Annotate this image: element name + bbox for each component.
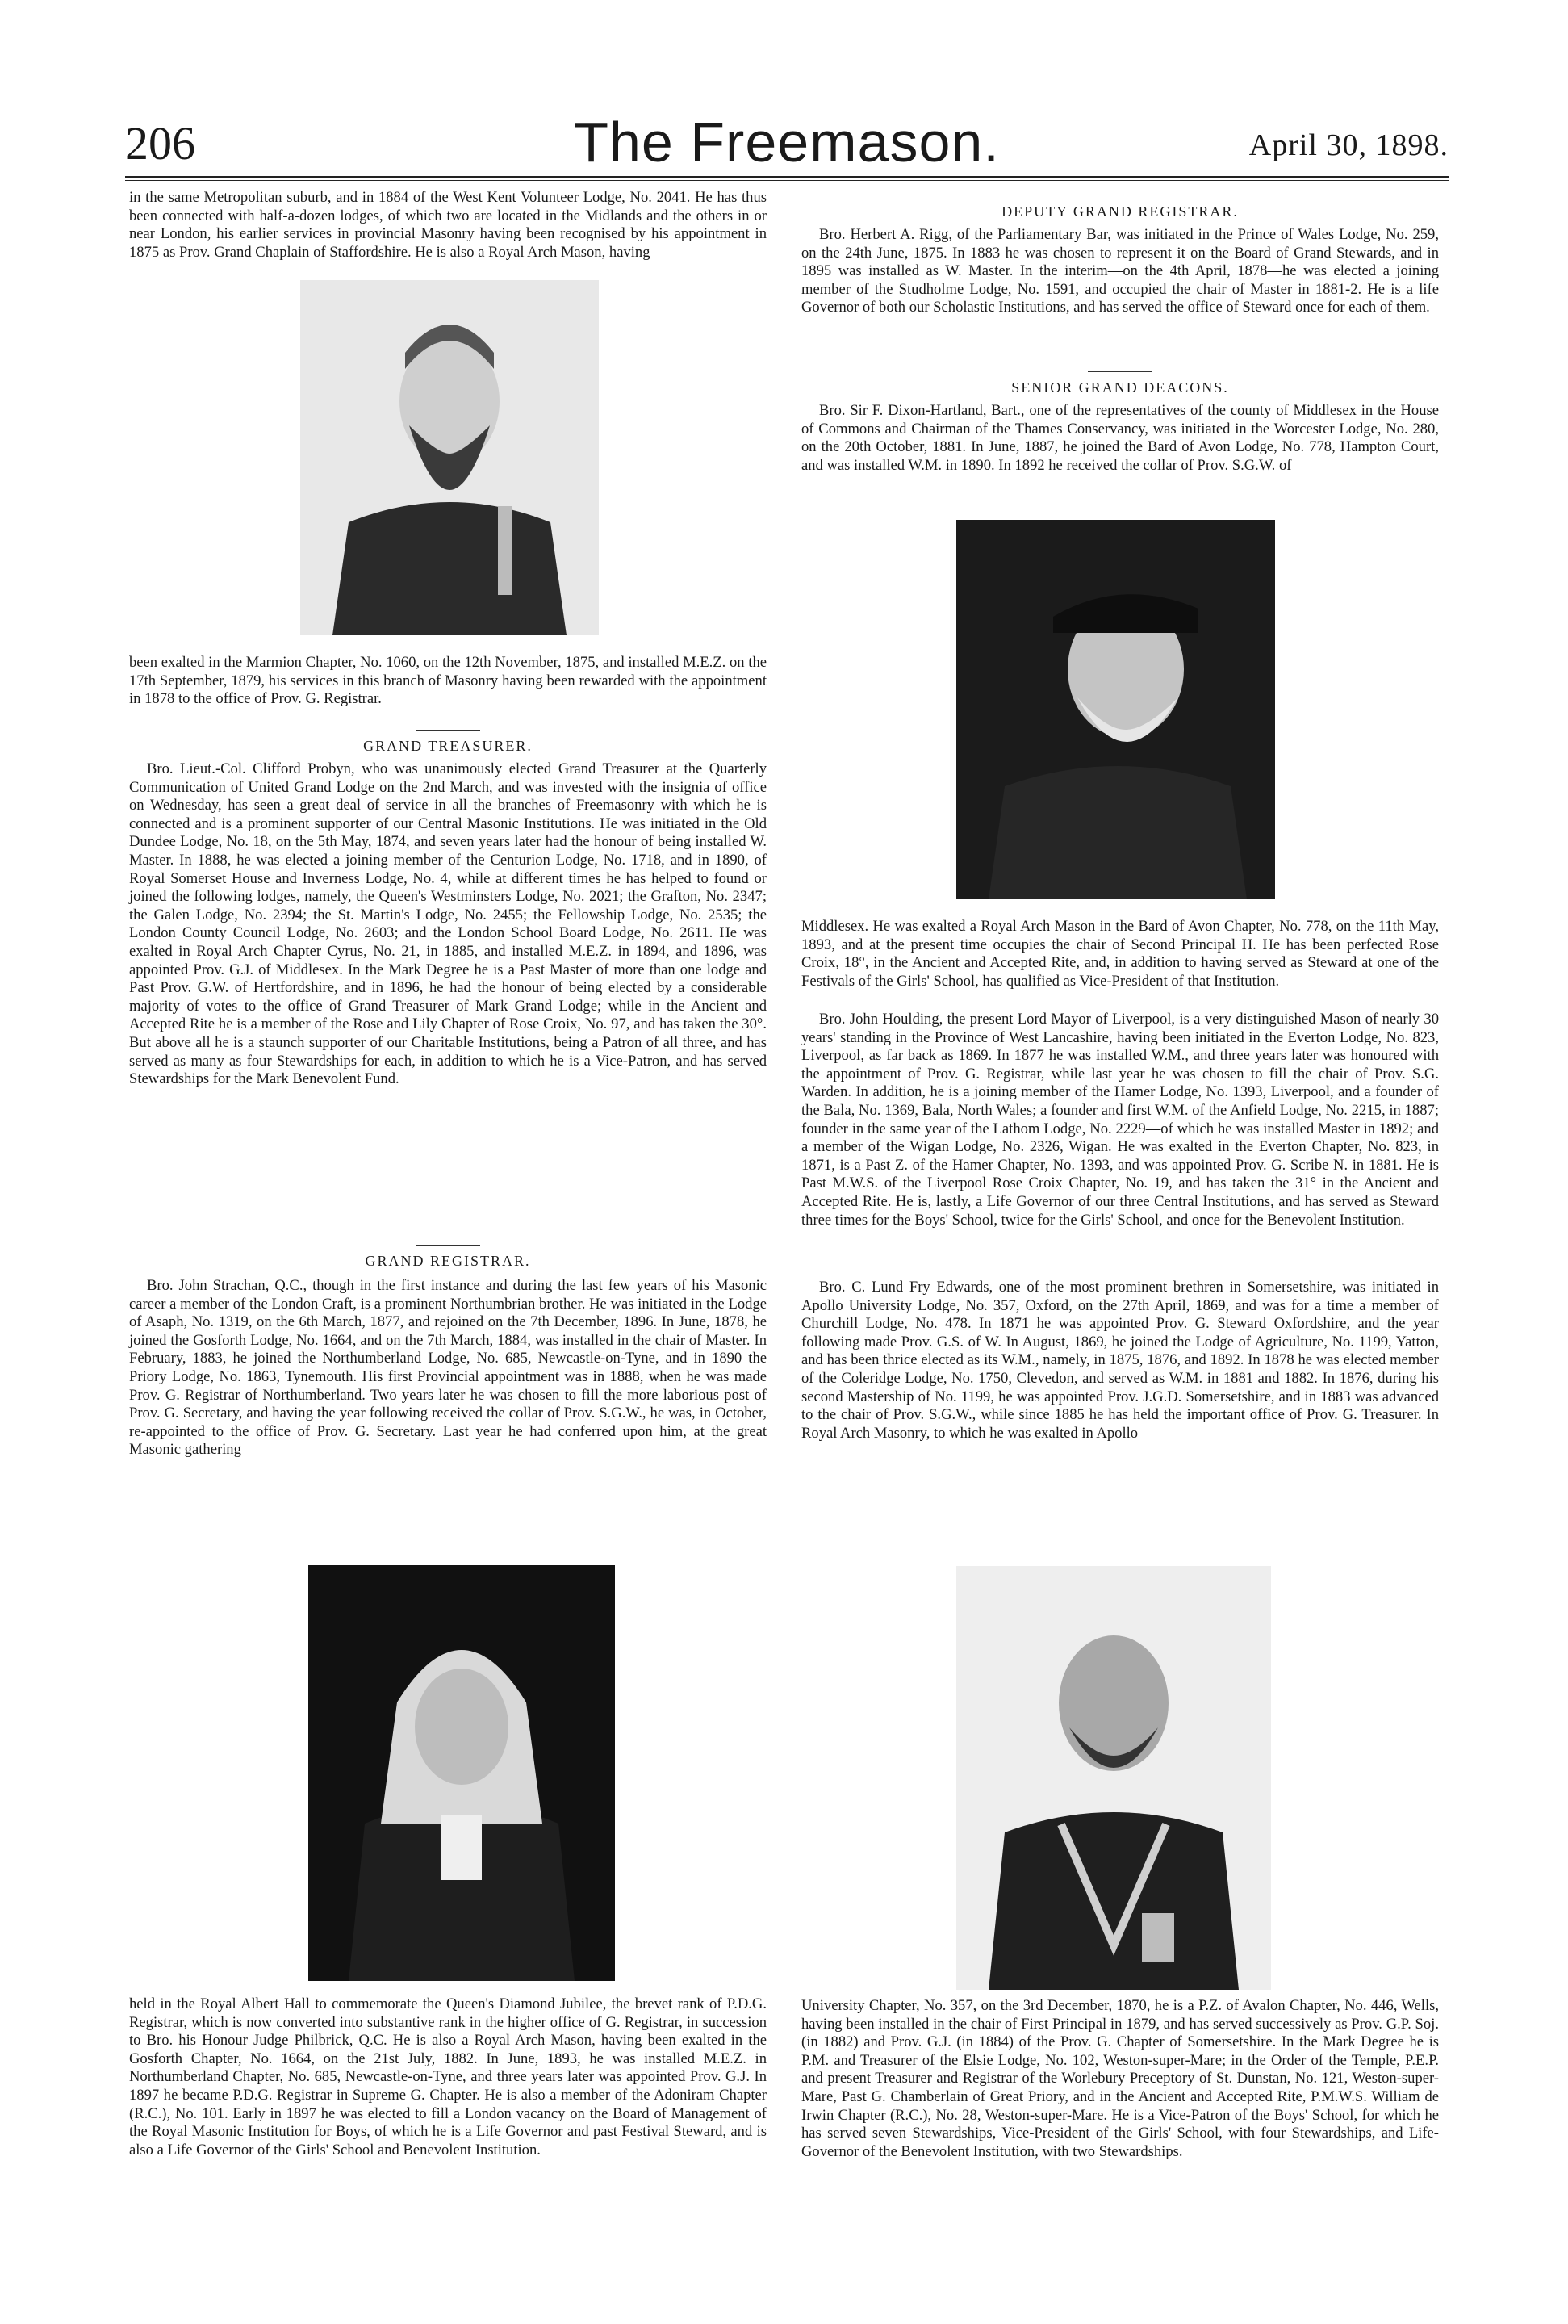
portrait-photo bbox=[956, 1566, 1271, 1990]
masthead-rule bbox=[125, 176, 1449, 181]
newspaper-title: The Freemason. bbox=[574, 111, 1000, 174]
houlding-text: Bro. John Houlding, the present Lord Mayor of Liverpool, is a very distinguished Mason of nearly 30 years' standing in the Province of West Lancashire, having been initiated in the Everton Lodge, No. 823, Liverpool, as far back as 1869. In 1877 he was installed W.M., and three years later was honoured with the appointment of Prov. G. Registrar, while last year he was chosen to fill the chair of Prov. S.G. Warden. In addition, he is a joining member of the Hamer Lodge, No. 1393, Liverpool, and a founder of the Bala, No. 1369, Bala, North Wales; a founder and first W.M. of the Anfield Lodge, No. 2215, in 1887; founder in the same year of the Lathom Lodge, No. 2229—of which he was installed Master in 1892; and a member of the Wigan Lodge, No. 2326, Wigan. He was exalted in the Everton Chapter, No. 823, in 1871, is a Past Z. of the Hamer Chapter, No. 1393, and was appointed Prov. G. Scribe N. in 1881. He is Past M.W.S. of the Liverpool Rose Croix Chapter, No. 19, and has taken the 31° in the Ancient and Accepted Rite. He is, lastly, a Life Governor of our three Central Institutions, and has served as Steward three times for the Boys' School, twice for the Girls' School, and once for the Benevolent Institution. bbox=[801, 1011, 1439, 1229]
marmion-paragraph: been exalted in the Marmion Chapter, No. 1060, on the 12th November, 1875, and installed M.E.Z. on the 17th September, 1879, his services in this branch of Masonry having been rewarded with the appointment in 1878 to the office of Prov. G. Registrar. bbox=[129, 654, 767, 708]
senior-grand-deacons-text: Bro. Sir F. Dixon-Hartland, Bart., one of the representatives of the county of Middlesex in the House of Commons and Chairman of the Thames Conservancy, was initiated in the Worcester Lodge, No. 280, on the 20th October, 1881. In June, 1887, he joined the Bard of Avon Lodge, No. 778, Hampton Court, and was installed W.M. in 1890. In 1892 he received the collar of Prov. S.G.W. of bbox=[801, 402, 1439, 474]
senior-grand-deacons-heading: SENIOR GRAND DEACONS. bbox=[1011, 379, 1229, 396]
portrait-photo bbox=[308, 1565, 615, 1981]
dixon-hartland-continued-text: Middlesex. He was exalted a Royal Arch Mason in the Bard of Avon Chapter, No. 778, on the 11th May, 1893, and at the present time occupies the chair of Second Principal H. He has been perfected Rose Croix, 18°, in the Ancient and Accepted Rite, and, in addition to having served as Steward at one of the Festivals of the Girls' School, has qualified as Vice-President of that Institution. bbox=[801, 918, 1439, 990]
edwards-continued-text: University Chapter, No. 357, on the 3rd December, 1870, he is a P.Z. of Avalon Chapter, No. 446, Wells, having been installed in the chair of First Principal in 1879, and has served successively as Prov. G.P. Soj. (in 1882) and Prov. G.J. (in 1884) of the Prov. G. Chapter of Somersetshire. In the Mark Degree he is P.M. and Treasurer of the Elsie Lodge, No. 102, Weston-super-Mare; in the Order of the Temple, P.E.P. and present Treasurer and Registrar of the Worlebury Preceptory of St. Dunstan, No. 121, Weston-super-Mare, Past G. Chamberlain of Great Priory, and in the Ancient and Accepted Rite, P.M.W.S. William de Irwin Chapter (R.C.), No. 28, Weston-super-Mare. He is a Vice-Patron of the Boys' School, for which he has served seven Stewardships, Vice-President of the Girls' School, with four Stewardships, and Life-Governor of the Benevolent Institution, with two Stewardships. bbox=[801, 1997, 1439, 2160]
edwards-text: Bro. C. Lund Fry Edwards, one of the most prominent brethren in Somersetshire, was initiated in Apollo University Lodge, No. 357, Oxford, on the 27th April, 1869, and was for a time a member of Churchill Lodge, No. 478. In 1871 he was appointed Prov. G. Steward Oxfordshire, and the year following made Prov. G.S. of W. In August, 1869, he joined the Lodge of Agriculture, No. 1199, Yatton, and has been thrice elected as its W.M., namely, in 1875, 1876, and 1892. In 1878 he was elected member of the Coleridge Lodge, No. 1750, Clevedon, and served as W.M. in 1881 and 1882. In 1876, during his second Mastership of No. 1199, he was appointed Prov. J.G.D. Somersetshire, and in 1883 was advanced to the chair of Prov. S.G.W., while since 1885 he has held the important office of Prov. G. Treasurer. In Royal Arch Masonry, to which he was exalted in Apollo bbox=[801, 1279, 1439, 1442]
man-with-regalia-portrait-illustration bbox=[956, 1566, 1271, 1990]
man-in-cap-portrait-illustration bbox=[956, 520, 1275, 899]
deputy-grand-registrar-text: Bro. Herbert A. Rigg, of the Parliamentary Bar, was initiated in the Prince of Wales Lodge, No. 259, on the 24th June, 1875. In 1883 he was chosen to represent it on the Board of Grand Stewards, and in 1895 was installed as W. Master. In the interim—on the 4th April, 1878—he was elected a joining member of the Studholme Lodge, No. 1591, and occupied the chair of Master in 1881-2. He is a life Governor of both our Scholastic Institutions, and has served the office of Steward once for each of them. bbox=[801, 226, 1439, 316]
intro-paragraph: in the same Metropolitan suburb, and in 1884 of the West Kent Volunteer Lodge, No. 2041. He has thus been connected with half-a-dozen lodges, of which two are located in the Midlands and the others in or near London, his earlier services in provincial Masonry having been recognised by his appointment in 1875 as Prov. Grand Chaplain of Staffordshire. He is also a Royal Arch Mason, having bbox=[129, 189, 767, 261]
section-divider bbox=[1088, 371, 1152, 372]
portrait-photo bbox=[300, 280, 599, 635]
issue-date: April 30, 1898. bbox=[1248, 128, 1449, 162]
grand-treasurer-heading: GRAND TREASURER. bbox=[363, 738, 533, 754]
bearded-man-portrait-illustration bbox=[300, 280, 599, 635]
portrait-photo bbox=[956, 520, 1275, 899]
deputy-grand-registrar-heading: DEPUTY GRAND REGISTRAR. bbox=[1001, 203, 1239, 220]
page-number: 206 bbox=[125, 117, 195, 170]
judge-in-wig-portrait-illustration bbox=[308, 1565, 615, 1981]
grand-treasurer-text: Bro. Lieut.-Col. Clifford Probyn, who was unanimously elected Grand Treasurer at the Quarterly Communication of United Grand Lodge on the 2nd March, and was invested with the insignia of office on Wednesday, has seen a great deal of service in all the branches of Freemasonry with which he is connected and is a prominent supporter of our Central Masonic Institutions. He was initiated in the Old Dundee Lodge, No. 18, on the 5th May, 1874, and seven years later had the honour of being installed W. Master. In 1888, he was elected a joining member of the Centurion Lodge, No. 1718, and in 1890, of Royal Somerset House and Inverness Lodge, No. 4, while at different times he has helped to found or joined the following lodges, namely, the Queen's Westminsters Lodge, No. 2021; the Grafton, No. 2347; the Galen Lodge, No. 2394; the St. Martin's Lodge, No. 2455; the Fellowship Lodge, No. 2535; the London County Council Lodge, No. 2603; and the London School Board Lodge, No. 2611. He was exalted in Royal Arch Chapter Cyrus, No. 21, in 1885, and installed M.E.Z. in 1894, and 1896, was appointed Prov. G.J. of Middlesex. In the Mark Degree he is a Past Master of more than one lodge and Past Prov. G.W. of Hertfordshire, and in 1896, he had the honour of being elected by a considerable majority of votes to the office of Grand Treasurer of Mark Grand Lodge; while in the Ancient and Accepted Rite he is a member of the Rose and Lily Chapter of Rose Croix, No. 97, and has taken the 30°. But above all he is a staunch supporter of our Charitable Institutions, being a Patron of all three, and has served as many as four Stewardships for each, in addition to which he is a Vice-Patron, and has served Stewardships for the Mark Benevolent Fund. bbox=[129, 760, 767, 1088]
section-divider bbox=[416, 730, 480, 731]
grand-registrar-heading: GRAND REGISTRAR. bbox=[365, 1253, 531, 1269]
registrar-continued-text: held in the Royal Albert Hall to commemorate the Queen's Diamond Jubilee, the brevet rank of P.D.G. Registrar, which is now converted into substantive rank in the higher office of G. Registrar, in succession to Bro. his Honour Judge Philbrick, Q.C. He is also a Royal Arch Mason, having been exalted in the Gosforth Chapter, No. 1664, on the 21st July, 1882. In June, 1893, he was installed M.E.Z. in Northumberland Chapter, No. 685, Newcastle-on-Tyne, and three years later was appointed Prov. G.J. In 1897 he became P.D.G. Registrar in Supreme G. Chapter. He is also a member of the Adoniram Chapter (R.C.), No. 101. Early in 1897 he was elected to fill a London vacancy on the Board of Management of the Royal Masonic Institution for Boys, of which he is a Life Governor and past Festival Steward, and is also a Life Governor of the Girls' School and Benevolent Institution. bbox=[129, 1995, 767, 2159]
section-divider bbox=[416, 1245, 480, 1246]
masthead bbox=[125, 110, 1449, 178]
grand-registrar-text: Bro. John Strachan, Q.C., though in the first instance and during the last few years of his Masonic career a member of the London Craft, is a prominent Northumbrian brother. He was initiated in the Lodge of Asaph, No. 1319, on the 6th March, 1877, and rejoined on the 7th December, 1896. In June, 1878, he joined the Gosforth Lodge, No. 1664, and on the 7th March, 1884, was installed in the chair of Master. In February, 1883, he joined the Northumberland Lodge, No. 685, Newcastle-on-Tyne, and in 1890 the Priory Lodge, No. 1863, Tynemouth. His first Provincial appointment was in 1888, when he was made Prov. G. Registrar of Northumberland. Two years later he was chosen to fill the more laborious post of Prov. G. Secretary, and having the year following received the collar of Prov. S.G.W., he was, in October, re-appointed to the office of Prov. G. Secretary. Last year he had conferred upon him, at the great Masonic gathering bbox=[129, 1277, 767, 1459]
